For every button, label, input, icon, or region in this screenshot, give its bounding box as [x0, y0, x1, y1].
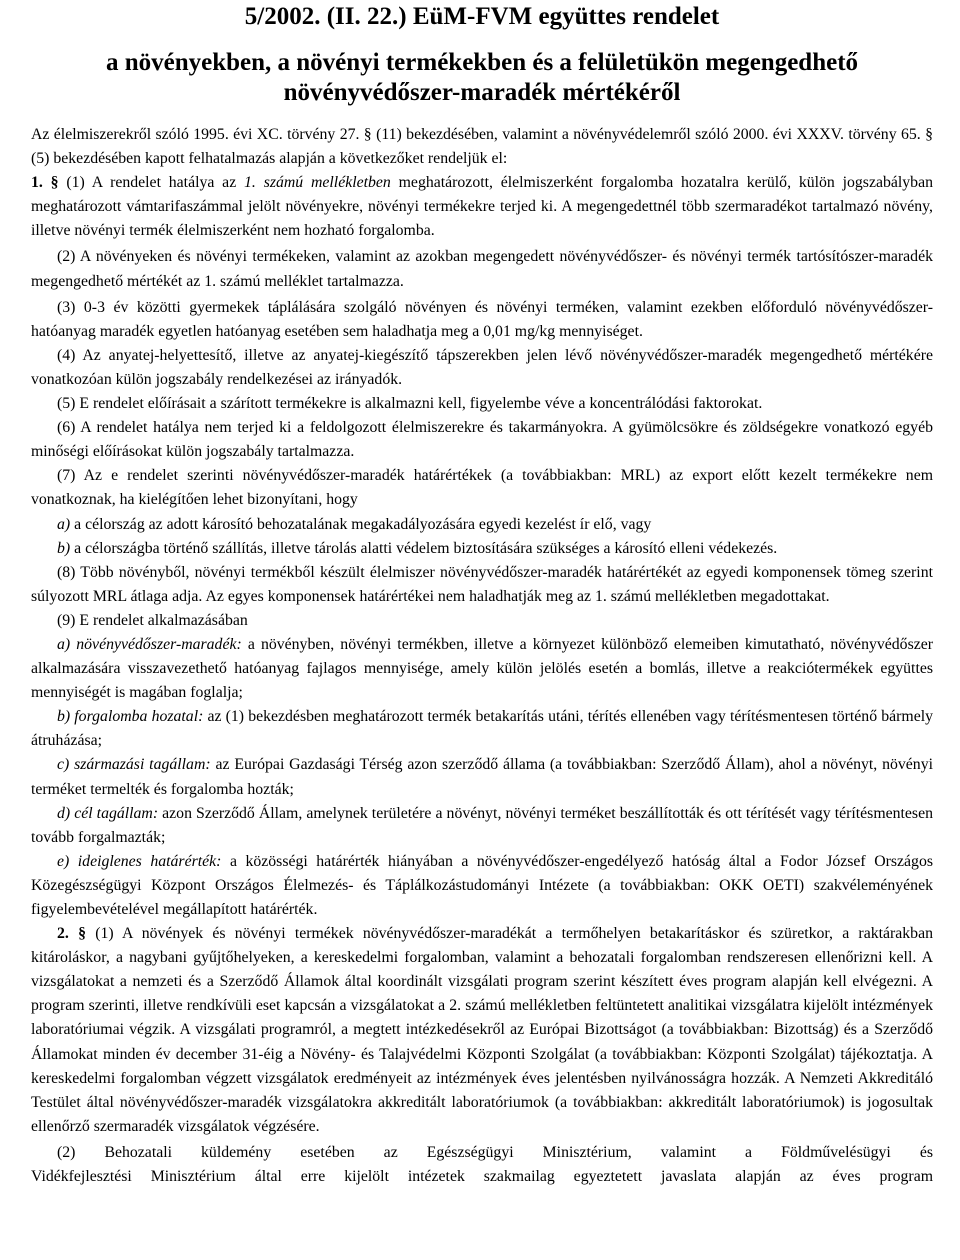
section-1-item-b: b) a célországba történő szállítás, illetve tárolás alatti védelem biztosítására szükséges a károsító elleni védekezés.: [57, 539, 778, 557]
section-1-paragraph-5: (5) E rendelet előírásait a szárított termékekre is alkalmazni kell, figyelembe véve a koncentrálódási faktorokat.: [57, 395, 763, 413]
definition-b: b) forgalomba hozatal: az (1) bekezdésben meghatározott termék betakarítás utáni, térítés ellenében vagy térítésmentesen történő bármely átruházása;: [31, 708, 933, 750]
section-1-paragraph-6: (6) A rendelet hatálya nem terjed ki a feldolgozott élelmiszerekre és takarmányokra. A gyümölcsökre és zöldségekre vonatkozó egyéb minőségi előírásokat külön jogszabály tartalmazza.: [31, 419, 933, 461]
section-1-paragraph-7: (7) Az e rendelet szerinti növényvédőszer-maradék határértékek (a továbbiakban: MRL) az export előtt kezelt termékekre nem vonatkoznak, ha kielégítően lehet bizonyítani, hogy: [31, 467, 933, 509]
section-2-number: 2. §: [57, 925, 86, 943]
preamble: Az élelmiszerekről szóló 1995. évi XC. törvény 27. § (11) bekezdésében, valamint a növényvédelemről szóló 2000. évi XXXV. törvény 65. § (5) bekezdésében kapott felhatalmazás alapján a következőket rendeljük el:: [31, 126, 933, 168]
definition-e: e) ideiglenes határérték: a közösségi határérték hiányában a növényvédőszer-engedélyező hatóság által a Fodor József Országos Közegészségügyi Központ Országos Élelmezés- és Táplálkozástudományi Intézete (a továbbiakban: OKK OETI) szakvéleményének figyelembevételével megállapított határérték.: [31, 852, 933, 918]
section-1-paragraph-1: 1. § (1) A rendelet hatálya az 1. számú mellékletben meghatározott, élelmiszerként forgalomba hozatalra kerülő, külön jogszabályban meghatározott vámtarifaszámmal jelölt növényekre, növényi termékekre terjed ki. A megengedettnél több szermaradékot tartalmazó növény, illetve növényi termék élelmiszerként nem hozható forgalomba.: [31, 174, 933, 240]
section-2-paragraph-2-line-1: (2) Behozatali küldemény esetében az Egészségügyi Minisztérium, valamint a Földművelésügyi és: [57, 1143, 933, 1161]
section-2-paragraph-2-line-2: Vidékfejlesztési Minisztérium által erre kijelölt intézetek szakmailag egyeztetett javaslata alapján az éves program: [31, 1168, 933, 1186]
section-1-paragraph-8: (8) Több növényből, növényi termékből készült élelmiszer növényvédőszer-maradék határértékét az egyedi komponensek tömeg szerint súlyozott MRL átlaga adja. Az egyes komponensek határértékei nem haladhatják meg az 1. számú mellékletben megadottakat.: [31, 563, 933, 605]
document-title: 5/2002. (II. 22.) EüM-FVM együttes rendelet: [244, 3, 720, 30]
section-1-item-a: a) a célország az adott károsító behozatalának megakadályozására egyedi kezelést ír elő, vagy: [57, 515, 652, 533]
definition-a: a) növényvédőszer-maradék: a növényben, növényi termékben, illetve a környezet különböző elemeiben kimutatható, növényvédőszer alkalmazására visszavezethető hatóanyag fajlagos mennyisége, amely külön jelölés esetén a bomlás, illetve a reakciótermékek együttes mennyiségét is magában foglalja;: [31, 635, 934, 702]
section-1-paragraph-9: (9) E rendelet alkalmazásában: [57, 611, 248, 629]
section-2-paragraph-1: 2. § (1) A növények és növényi termékek növényvédőszer-maradékát a termőhelyen betakarításkor és szüretkor, a raktárakban kitároláskor, a nagybani gyűjtőhelyeken, a kereskedelmi forgalomban, valamint a behozatali forgalomban rendszeresen ellenőrizni kell. A vizsgálatokat a nemzeti és a Szerződő Államok által koordinált vizsgálati program szerint készített éves program alapján kell elvégezni. A program szerinti, illetve rendkívüli eset kapcsán a vizsgálatokat a 2. számú mellékletben feltüntetett analitikai vizsgálatra kijelölt intézmények laboratóriumai végzik. A vizsgálati programról, a megtett intézkedésekről az Európai Bizottságot (a továbbiakban: Bizottság) és a Szerződő Államokat minden év december 31-éig a Növény- és Talajvédelmi Központi Szolgálat (a továbbiakban: Központi Szolgálat) tájékoztatja. A kereskedelmi forgalomban végzett vizsgálatok eredményeit az intézmények éves jelentésben nyilvánosságra hozzák. A Nemzeti Akkreditáló Testület által növényvédőszer-maradék vizsgálatokra akkreditált laboratóriumok (a továbbiakban: akkreditált laboratóriumok) is jogosultak ellenőrző szermaradék vizsgálatok végzésére.: [31, 925, 933, 1135]
document-subtitle: a növényekben, a növényi termékekben és a felületükön megengedhető növényvédőszer-maradék mértékéről: [105, 49, 859, 106]
definition-c: c) származási tagállam: az Európai Gazdasági Térség azon szerződő állama (a továbbiakban: Szerződő Állam), ahol a növényt, növényi terméket termelték és forgalomba hozták;: [31, 756, 933, 798]
section-1-paragraph-4: (4) Az anyatej-helyettesítő, illetve az anyatej-kiegészítő tápszerekben jelen lévő növényvédőszer-maradék megengedhető mértékére vonatkozóan külön jogszabály rendelkezései az irányadók.: [31, 346, 933, 388]
section-1-paragraph-3: (3) 0-3 év közötti gyermekek táplálására szolgáló növényen és növényi terméken, valamint ezekben előforduló növényvédőszer-hatóanyag maradék egyetlen hatóanyag esetében sem haladhatja meg a 0,01 mg/kg mennyiséget.: [31, 298, 933, 340]
section-1-paragraph-2: (2) A növényeken és növényi termékeken, valamint az azokban megengedett növényvédőszer- és növényi termék tartósítószer-maradék megengedhető mértékét az 1. számú melléklet tartalmazza.: [31, 248, 933, 290]
definition-d: d) cél tagállam: azon Szerződő Állam, amelynek területére a növényt, növényi terméket beszállították és ott térítését vagy térítésmentesen tovább forgalmazták;: [31, 804, 933, 846]
section-1-number: 1. §: [31, 174, 59, 192]
